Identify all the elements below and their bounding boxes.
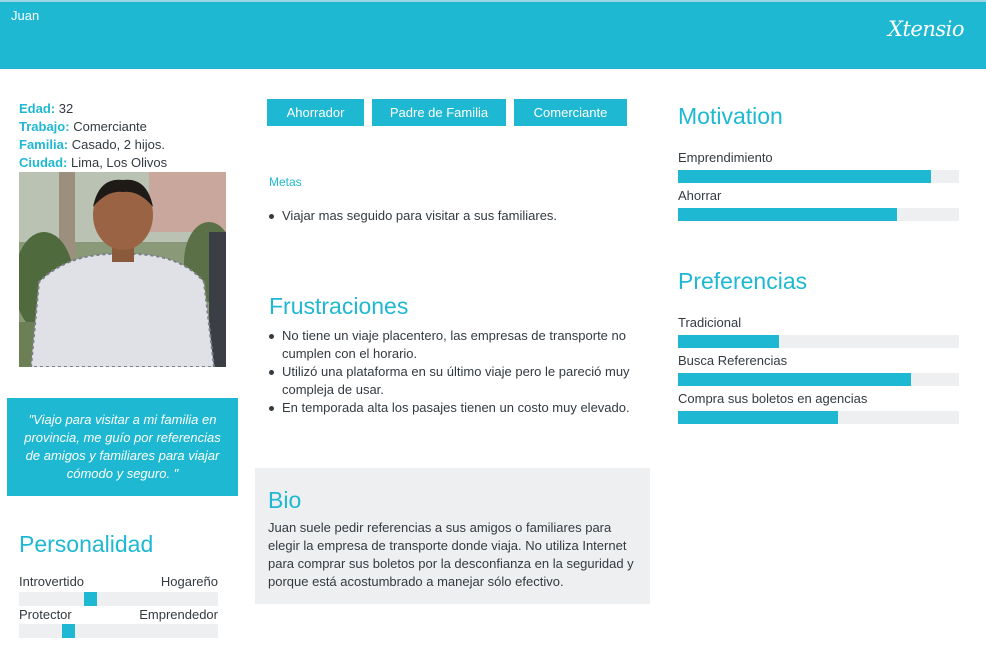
preferencias-bar <box>678 335 959 348</box>
list-item: Utilizó una plataforma en su último viaje pero le pareció muy compleja de usar. <box>267 363 639 399</box>
trait-left-label: Protector <box>19 607 72 622</box>
demographics <box>19 100 167 172</box>
preferencias-bar <box>678 411 959 424</box>
bar-label: Emprendimiento <box>678 150 773 165</box>
demo-familia: Familia: Casado, 2 hijos. <box>19 137 165 152</box>
demo-ciudad: Ciudad: Lima, Los Olivos <box>19 155 168 170</box>
persona-name: Juan <box>11 8 40 23</box>
bio-panel <box>255 468 650 604</box>
preferencias-title: Preferencias <box>678 268 808 294</box>
trait-right-label: Hogareño <box>160 574 218 589</box>
metas-list <box>267 207 637 225</box>
slider-knob <box>84 592 97 606</box>
bar-label: Ahorrar <box>678 188 722 203</box>
slider-knob <box>62 624 75 638</box>
persona-photo <box>19 172 226 367</box>
persona-quote: "Viajo para visitar a mi familia en provincia, me guío por referencias de amigos y familiares para viajar cómodo y seguro. " <box>7 398 238 496</box>
xtensio-logo[interactable]: Xtensio <box>888 17 964 41</box>
bar-fill <box>678 170 931 183</box>
motivation-bar <box>678 208 959 221</box>
personalidad-title: Personalidad <box>19 531 154 557</box>
motivation-title: Motivation <box>678 103 783 129</box>
tag-comerciante: Comerciante <box>514 99 627 126</box>
bio-text: Juan suele pedir referencias a sus amigos o familiares para elegir la empresa de transporte donde viaja. No utiliza Internet para comprar sus boletos por la desconfianza en la seguridad y porque está acostumbrado a manejar sólo efectivo. <box>268 520 634 589</box>
list-item: En temporada alta los pasajes tienen un costo muy elevado. <box>267 399 639 417</box>
header-bar <box>0 0 986 69</box>
trait-left-label: Introvertido <box>19 574 85 589</box>
motivation-bar <box>678 170 959 183</box>
personalidad-slider <box>19 592 218 606</box>
preferencias-bar <box>678 373 959 386</box>
bar-label: Tradicional <box>678 315 742 330</box>
frustraciones-list <box>267 327 639 417</box>
tag-ahorrador: Ahorrador <box>267 99 364 126</box>
demo-trabajo: Trabajo: Comerciante <box>19 119 147 134</box>
demo-edad: Edad: 32 <box>19 101 74 116</box>
list-item: No tiene un viaje placentero, las empresas de transporte no cumplen con el horario. <box>267 327 639 363</box>
persona-tags <box>267 99 627 126</box>
bar-fill <box>678 373 911 386</box>
bar-fill <box>678 335 779 348</box>
list-item: Viajar mas seguido para visitar a sus familiares. <box>267 207 637 225</box>
trait-right-label: Emprendedor <box>139 607 218 622</box>
bar-label: Busca Referencias <box>678 353 788 368</box>
tag-padre-de-familia: Padre de Familia <box>372 99 506 126</box>
metas-label: Metas <box>269 175 302 189</box>
bio-title: Bio <box>268 487 302 513</box>
bar-fill <box>678 411 838 424</box>
personalidad-slider <box>19 624 218 638</box>
bar-label: Compra sus boletos en agencias <box>678 391 868 406</box>
bar-fill <box>678 208 897 221</box>
frustraciones-title: Frustraciones <box>269 293 409 319</box>
